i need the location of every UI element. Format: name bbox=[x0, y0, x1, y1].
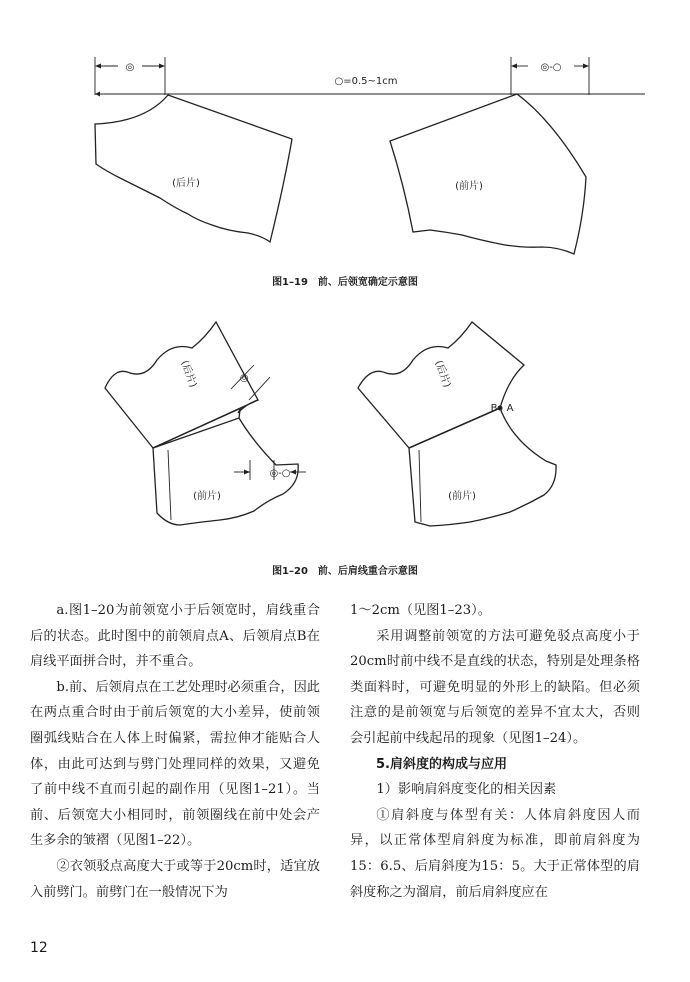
page-number: 12 bbox=[30, 940, 48, 956]
paragraph: b.前、后领肩点在工艺处理时必须重合，因此在两点重合时由于前后领宽的大小差异，使前领圈弧线贴合在人体上时偏紧，需拉伸才能贴合人体，由此可达到与劈门处理同样的效果，又避免了前中线不直而引起的副作用（见图1–21）。当前、后领宽大小相同时，前领圈线在前中处会产生多余的皱褶（见图1–22）。 bbox=[30, 679, 320, 849]
right-dimension-mark: ◎-○ bbox=[540, 62, 562, 73]
left-dimension-mark: ◎ bbox=[125, 62, 135, 73]
paragraph: ①肩斜度与体型有关：人体肩斜度因人而异，以正常体型肩斜度为标准，即前肩斜度为15：6.5、后肩斜度为15：5。大于正常体型的肩斜度称之为溜肩，前后肩斜度应在 bbox=[350, 807, 640, 900]
figure-shoulder-overlap bbox=[0, 300, 690, 550]
neck-width-diagram bbox=[0, 0, 690, 270]
front-piece-label: (前片) bbox=[455, 181, 483, 192]
left-column bbox=[30, 598, 320, 905]
left-back-label: (后片) bbox=[178, 359, 199, 390]
section-heading: 5.肩斜度的构成与应用 bbox=[376, 756, 507, 772]
paragraph: 采用调整前领宽的方法可避免驳点高度小于20cm时前中线不是直线的状态，特别是处理条格类面料时，可避免明显的外形上的缺陷。但必须注意的是前领宽与后领宽的差异不宜太大，否则会引起前中线起吊的现象（见图1–24）。 bbox=[350, 628, 640, 746]
paragraph: ②衣领驳点高度大于或等于20cm时，适宜放入前劈门。前劈门在一般情况下为 bbox=[30, 858, 320, 900]
shoulder-overlap-diagram bbox=[0, 300, 690, 550]
paragraph: 1～2cm（见图1–23）。 bbox=[350, 603, 491, 618]
left-dimension-top: ◎ bbox=[237, 371, 252, 386]
point-b-label: B bbox=[490, 403, 498, 414]
back-piece-label: (后片) bbox=[172, 178, 200, 189]
right-front-label: (前片) bbox=[448, 491, 476, 502]
left-dimension-bottom: ◎-○ bbox=[269, 468, 291, 479]
point-a-label: A bbox=[506, 403, 514, 414]
figure-1-19-caption: 图1–19 前、后领宽确定示意图 bbox=[272, 277, 418, 288]
offset-note: ○=0.5~1cm bbox=[334, 76, 398, 87]
subsection-heading: 1）影响肩斜度变化的相关因素 bbox=[376, 782, 557, 798]
right-back-label: (后片) bbox=[432, 359, 453, 390]
left-front-label: (前片) bbox=[193, 491, 221, 502]
right-column bbox=[350, 598, 640, 905]
figure-neck-width bbox=[0, 0, 690, 270]
figure-1-20-caption: 图1–20 前、后肩线重合示意图 bbox=[272, 566, 418, 577]
paragraph: a.图1–20为前领宽小于后领宽时，肩线重合后的状态。此时图中的前领肩点A、后领肩点B在肩线平面拼合时，并不重合。 bbox=[30, 603, 320, 670]
